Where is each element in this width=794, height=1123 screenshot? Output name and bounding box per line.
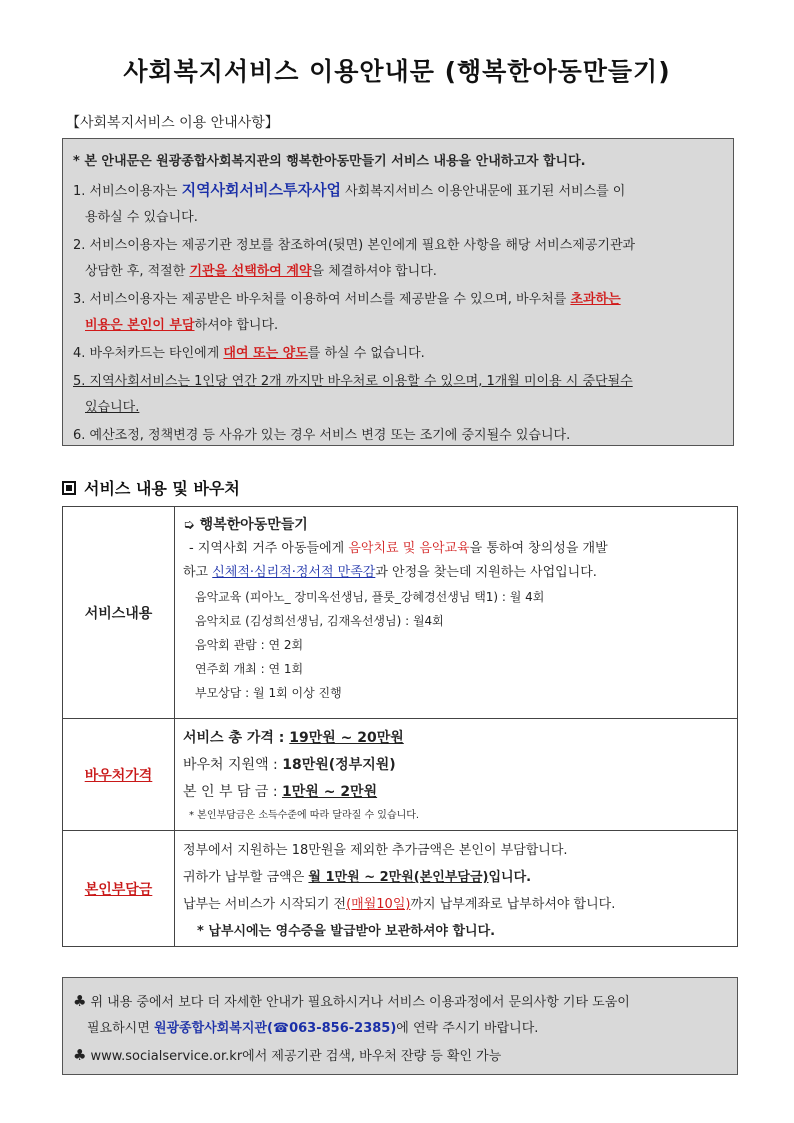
notice-item-4: [73, 341, 721, 367]
voucher-support-line: [183, 752, 729, 779]
total-price-value: 19만원 ~ 20만원: [289, 730, 404, 746]
notice-item-2-text-b: 상담한 후, 적절한: [85, 264, 190, 279]
pay-line-4: * 납부시에는 영수증을 발급받아 보관하셔야 합니다.: [197, 924, 496, 939]
notice-item-1-text: 1. 서비스이용자는: [73, 184, 182, 199]
voucher-price-cell: [175, 719, 738, 831]
contact-box: [62, 977, 738, 1075]
notice-item-3-highlight-2: 비용은 본인이 부담: [85, 318, 195, 333]
notice-item-2-text-c: 을 체결하셔야 합니다.: [311, 264, 437, 279]
self-pay-line: [183, 779, 729, 806]
program-desc-blue: 신체적·심리적·정서적 만족감: [212, 565, 376, 580]
program-description: [183, 537, 729, 561]
contact-line-2-a: 필요하시면: [87, 1021, 154, 1036]
club-icon: ♣: [73, 992, 87, 1010]
contact-line-1-text: 위 내용 중에서 보다 더 자세한 안내가 필요하시거나 서비스 이용과정에서 문의사항 기타 도움이: [90, 995, 630, 1010]
pay-line-3-date: (매월10일): [346, 897, 411, 912]
notice-item-4-highlight: 대여 또는 양도: [223, 346, 308, 361]
contact-line-1: [73, 988, 727, 1016]
service-table: [62, 506, 738, 947]
self-pay-value: 1만원 ~ 2만원: [282, 784, 378, 800]
price-note: * 본인부담금은 소득수준에 따라 달라질 수 있습니다.: [189, 810, 420, 821]
notice-item-3-cont: [73, 313, 721, 339]
notice-item-2: [73, 233, 721, 285]
pay-line-3-b: 까지 납부계좌로 납부하셔야 합니다.: [410, 897, 616, 912]
pay-line-2: [183, 864, 729, 891]
program-desc-c: 하고: [183, 565, 213, 580]
self-burden-header: [63, 831, 175, 947]
total-price-line: [183, 725, 729, 752]
notice-item-5-text: 5. 지역사회서비스는 1인당 연간 2개 까지만 바우처로 이용할 수 있으며, 1개월 미이용 시 중단될수: [73, 374, 633, 389]
service-section-title: 서비스 내용 및 바우처: [84, 479, 240, 498]
total-price-label: 서비스 총 가격 :: [183, 730, 290, 746]
voucher-support-value: 18만원(정부지원): [282, 757, 396, 773]
contact-phone: 원광종합사회복지관(☎063-856-2385): [153, 1021, 397, 1036]
program-bullet-icon: ➭: [183, 517, 200, 533]
pay-line-3-a: 납부는 서비스가 시작되기 전: [183, 897, 347, 912]
pay-line-1: 정부에서 지원하는 18만원을 제외한 추가금액은 본인이 부담합니다.: [183, 843, 568, 858]
notice-item-4-text: 4. 바우처카드는 타인에게: [73, 346, 224, 361]
program-name: [183, 513, 729, 537]
program-detail: 부모상담 : 월 1회 이상 진행: [195, 686, 342, 700]
program-detail: 음악교육 (피아노_ 장미옥선생님, 플룻_강혜경선생님 택1) : 월 4회: [195, 590, 545, 604]
pay-line-3: [183, 891, 729, 918]
notice-item-1: [73, 177, 721, 231]
notice-intro: * 본 안내문은 원광종합사회복지관의 행복한아동만들기 서비스 내용을 안내하고자 합니다.: [73, 154, 586, 169]
notice-item-1-text-b: 사회복지서비스 이용안내문에 표기된 서비스를 이: [340, 184, 626, 199]
club-icon: ♣: [73, 1046, 87, 1064]
notice-item-1-highlight: 지역사회서비스투자사업: [181, 181, 341, 199]
notice-box: [62, 138, 734, 446]
self-burden-header-text: 본인부담금: [84, 881, 153, 898]
contact-line-2-b: 에 연락 주시기 바랍니다.: [396, 1021, 539, 1036]
service-content-cell: [175, 507, 738, 719]
square-bullet-icon: [62, 481, 76, 495]
program-desc-d: 과 안정을 찾는데 지원하는 사업입니다.: [375, 565, 597, 580]
notice-item-1-cont: 용하실 수 있습니다.: [85, 210, 198, 225]
program-detail: 음악회 관람 : 연 2회: [195, 638, 304, 652]
table-row: [63, 719, 738, 831]
program-detail: 음악치료 (김성희선생님, 김재옥선생님) : 월4회: [195, 614, 444, 628]
notice-item-5: [73, 369, 721, 421]
table-row: [63, 831, 738, 947]
voucher-price-header: [63, 719, 175, 831]
voucher-price-header-text: 바우처가격: [84, 767, 153, 784]
program-desc-b: 을 통하여 창의성을 개발: [469, 541, 608, 556]
pay-line-2-amount: 월 1만원 ~ 2만원(본인부담금): [308, 870, 489, 885]
program-desc-red: 음악치료 및 음악교육: [348, 541, 470, 556]
pay-line-2-c: 입니다.: [488, 870, 532, 885]
notice-item-2-highlight: 기관을 선택하여 계약: [189, 264, 312, 279]
notice-item-3-text: 3. 서비스이용자는 제공받은 바우처를 이용하여 서비스를 제공받을 수 있으며, 바우처를: [73, 292, 571, 307]
page-title: 사회복지서비스 이용안내문 (행복한아동만들기): [123, 57, 671, 86]
service-content-header: 서비스내용: [63, 507, 175, 719]
self-pay-label: 본 인 부 담 금 :: [183, 784, 283, 800]
notice-item-3-text-b: 하셔야 합니다.: [194, 318, 279, 333]
program-detail: 연주회 개최 : 연 1회: [195, 662, 304, 676]
program-desc-a: - 지역사회 거주 아동들에게: [189, 541, 349, 556]
program-description-cont: [183, 561, 729, 585]
notice-item-3: [73, 287, 721, 339]
notice-item-2-text: 2. 서비스이용자는 제공기관 정보를 참조하여(뒷면) 본인에게 필요한 사항을 해당 서비스제공기관과: [73, 238, 636, 253]
notice-item-2-cont: [73, 259, 721, 285]
website-link[interactable]: www.socialservice.or.kr에서 제공기관 검색, 바우처 잔량 등 확인 가능: [90, 1049, 502, 1064]
notice-item-5-cont: 있습니다.: [85, 400, 140, 415]
pay-line-2-a: 귀하가 납부할 금액은: [183, 870, 309, 885]
notice-item-4-text-b: 를 하실 수 없습니다.: [307, 346, 425, 361]
notice-item-6: 6. 예산조정, 정책변경 등 사유가 있는 경우 서비스 변경 또는 조기에 중지될수 있습니다.: [73, 428, 571, 443]
table-row: [63, 507, 738, 719]
notice-section-label: 【사회복지서비스 이용 안내사항】: [66, 115, 279, 131]
contact-line-2: [73, 1016, 727, 1042]
program-name-text: 행복한아동만들기: [199, 517, 308, 533]
self-burden-cell: [175, 831, 738, 947]
voucher-support-label: 바우처 지원액 :: [183, 757, 283, 773]
notice-item-3-highlight-1: 초과하는: [570, 292, 621, 307]
service-section-heading: [62, 476, 240, 499]
contact-line-3: [73, 1042, 727, 1070]
